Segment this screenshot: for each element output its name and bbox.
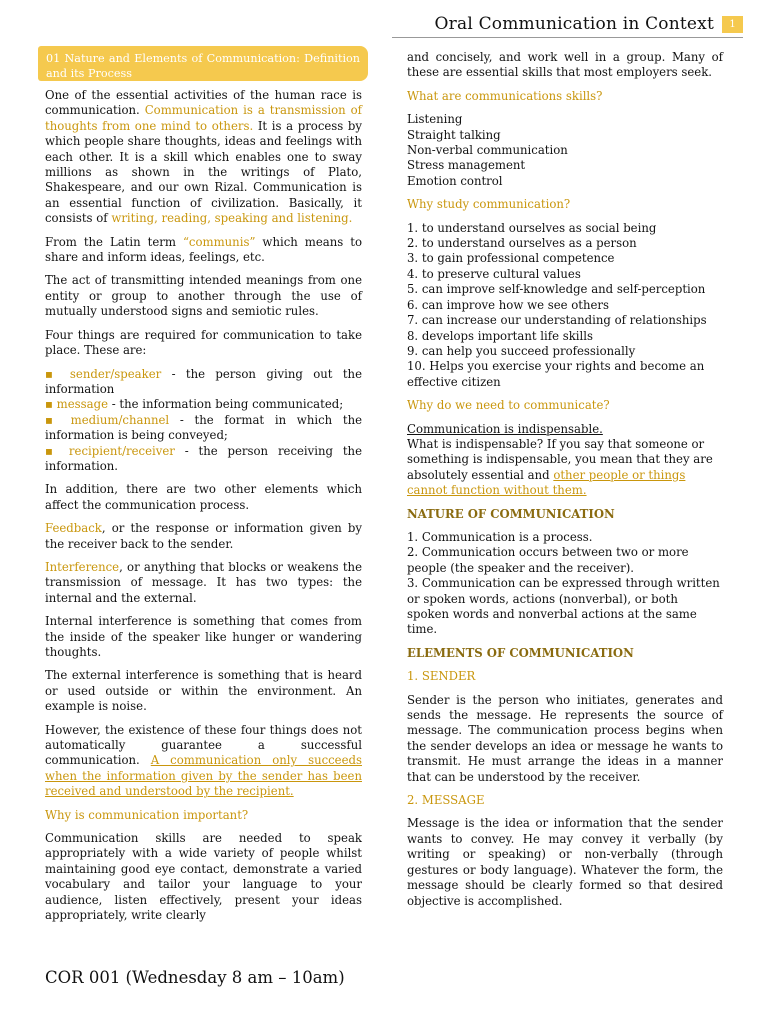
element-desc: - the person receiving the information. bbox=[45, 443, 362, 473]
indispensable-line: Communication is indispensable. bbox=[407, 421, 603, 436]
element-term: ▪ medium/channel bbox=[45, 412, 170, 427]
interference-paragraph bbox=[45, 560, 362, 606]
text: However, the existence of these four things does not automatically guarantee a successful communication. bbox=[45, 722, 362, 768]
highlight-text: writing, reading, speaking and listening. bbox=[111, 211, 353, 226]
list-item: Listening bbox=[407, 112, 463, 127]
text: It is a process by which people share thoughts, ideas and feelings with each other. It is a skill which enables one to sway millions as shown in the writings of Plato, Shakespeare, and our own Rizal. Communication is an essential function of civilization. Basically, it consists of bbox=[45, 118, 362, 226]
other-elements-paragraph: In addition, there are two other elements which affect the communication process. bbox=[45, 482, 362, 512]
intro-paragraph bbox=[45, 88, 362, 227]
element-desc: - the person giving out the information bbox=[45, 366, 363, 396]
message-paragraph: Message is the idea or information that the sender wants to convey. He may convey it verbally (by writing or speaking) or non-verbally (through gestures or body language). Whatever the form, the message should be clearly formed so that desired objective is accomplished. bbox=[407, 816, 723, 908]
internal-interference-paragraph: Internal interference is something that comes from the inside of the speaker like hunger or wandering thoughts. bbox=[45, 614, 362, 659]
highlight-text: other people or things cannot function without them. bbox=[407, 467, 686, 498]
latin-paragraph bbox=[45, 235, 362, 266]
heading-why-communicate: Why do we need to communicate? bbox=[407, 398, 610, 413]
text: which means to share and inform ideas, feelings, etc. bbox=[45, 234, 363, 265]
heading-sender: 1. SENDER bbox=[407, 669, 476, 684]
element-term: ▪ message bbox=[45, 397, 108, 412]
highlight-text: Communication is a transmission of thoughts from one mind to others. bbox=[45, 103, 362, 133]
list-item: 10. Helps you exercise your rights and become an effective citizen bbox=[407, 359, 705, 389]
list-item: 1. to understand ourselves as social being bbox=[407, 220, 657, 235]
text: , or the response or information given by the receiver back to the sender. bbox=[45, 521, 362, 551]
page-number-badge: 1 bbox=[722, 16, 743, 33]
list-item: 1. Communication is a process. bbox=[407, 529, 593, 544]
list-item: 5. can improve self-knowledge and self-perception bbox=[407, 282, 706, 297]
highlight-text: Interference bbox=[45, 559, 120, 574]
list-item: 7. can increase our understanding of relationships bbox=[407, 313, 707, 328]
header-divider bbox=[392, 37, 743, 38]
list-item: 2. Communication occurs between two or more people (the speaker and the receiver). bbox=[407, 545, 689, 575]
element-term: ▪ recipient/receiver bbox=[45, 443, 175, 458]
list-item: Non-verbal communication bbox=[407, 143, 568, 158]
right-column bbox=[407, 50, 723, 917]
text: One of the essential activities of the human race is communication. bbox=[45, 88, 362, 118]
elements-list bbox=[45, 367, 362, 475]
list-item: 3. to gain professional competence bbox=[407, 251, 615, 266]
element-desc: - the format in which the information is being conveyed; bbox=[45, 412, 363, 443]
indispensable-paragraph bbox=[407, 437, 723, 499]
list-item: 2. to understand ourselves as a person bbox=[407, 236, 637, 251]
list-item: Emotion control bbox=[407, 173, 503, 188]
heading-elements: ELEMENTS OF COMMUNICATION bbox=[407, 645, 634, 660]
highlight-text: “communis” bbox=[182, 234, 256, 249]
element-term: ▪ sender/speaker bbox=[45, 366, 162, 381]
course-footer: COR 001 (Wednesday 8 am – 10am) bbox=[45, 968, 345, 987]
four-things-paragraph: Four things are required for communication to take place. These are: bbox=[45, 327, 362, 358]
external-interference-paragraph: The external interference is something that is heard or used outside or within the environment. An example is noise. bbox=[45, 668, 362, 714]
feedback-paragraph bbox=[45, 521, 362, 552]
heading-why-study: Why study communication? bbox=[407, 197, 571, 212]
continued-paragraph: and concisely, and work well in a group. Many of these are essential skills that most employers seek. bbox=[407, 50, 723, 80]
list-item: 4. to preserve cultural values bbox=[407, 266, 581, 281]
nature-list bbox=[407, 530, 723, 638]
reasons-list bbox=[407, 221, 723, 390]
list-item: 9. can help you succeed professionally bbox=[407, 343, 636, 358]
element-desc: - the information being communicated; bbox=[108, 397, 344, 412]
text: From the Latin term bbox=[45, 234, 183, 249]
list-item: Straight talking bbox=[407, 127, 501, 142]
skills-list bbox=[407, 112, 723, 189]
success-paragraph bbox=[45, 723, 362, 800]
text: , or anything that blocks or weakens the transmission of message. It has two types: the internal and the external. bbox=[45, 559, 362, 605]
sender-paragraph: Sender is the person who initiates, generates and sends the message. He represents the source of message. The communication process begins when the sender develops an idea or message he wants to transmit. He must arrange the ideas in a manner that can be understood by the receiver. bbox=[407, 692, 723, 784]
heading-message: 2. MESSAGE bbox=[407, 793, 485, 808]
heading-skills: What are communications skills? bbox=[407, 88, 603, 103]
list-item: 8. develops important life skills bbox=[407, 328, 594, 343]
list-item: 6. can improve how we see others bbox=[407, 297, 610, 312]
document-header-title: Oral Communication in Context bbox=[434, 14, 714, 34]
definition-paragraph: The act of transmitting intended meanings from one entity or group to another through the use of mutually understood signs and semiotic rules. bbox=[45, 273, 362, 319]
highlight-text: A communication only succeeds when the information given by the sender has been received and understood by the recipient. bbox=[45, 753, 362, 799]
list-item: Stress management bbox=[407, 158, 526, 173]
left-column bbox=[45, 88, 362, 932]
heading-why-important: Why is communication important? bbox=[45, 807, 249, 822]
list-item: 3. Communication can be expressed through written or spoken words, actions (nonverbal), or both spoken words and nonverbal actions at the same time. bbox=[407, 576, 720, 637]
heading-nature: NATURE OF COMMUNICATION bbox=[407, 506, 615, 521]
skills-paragraph: Communication skills are needed to speak appropriately with a wide variety of people whilst maintaining good eye contact, demonstrate a varied vocabulary and tailor your language to your audience, listen effectively, present your ideas appropriately, write clearly bbox=[45, 831, 362, 923]
highlight-text: Feedback bbox=[45, 521, 102, 536]
text: What is indispensable? If you say that someone or something is indispensable, you mean that they are absolutely essential and bbox=[407, 436, 713, 482]
section-banner: 01 Nature and Elements of Communication: Definition and its Process bbox=[38, 46, 368, 81]
